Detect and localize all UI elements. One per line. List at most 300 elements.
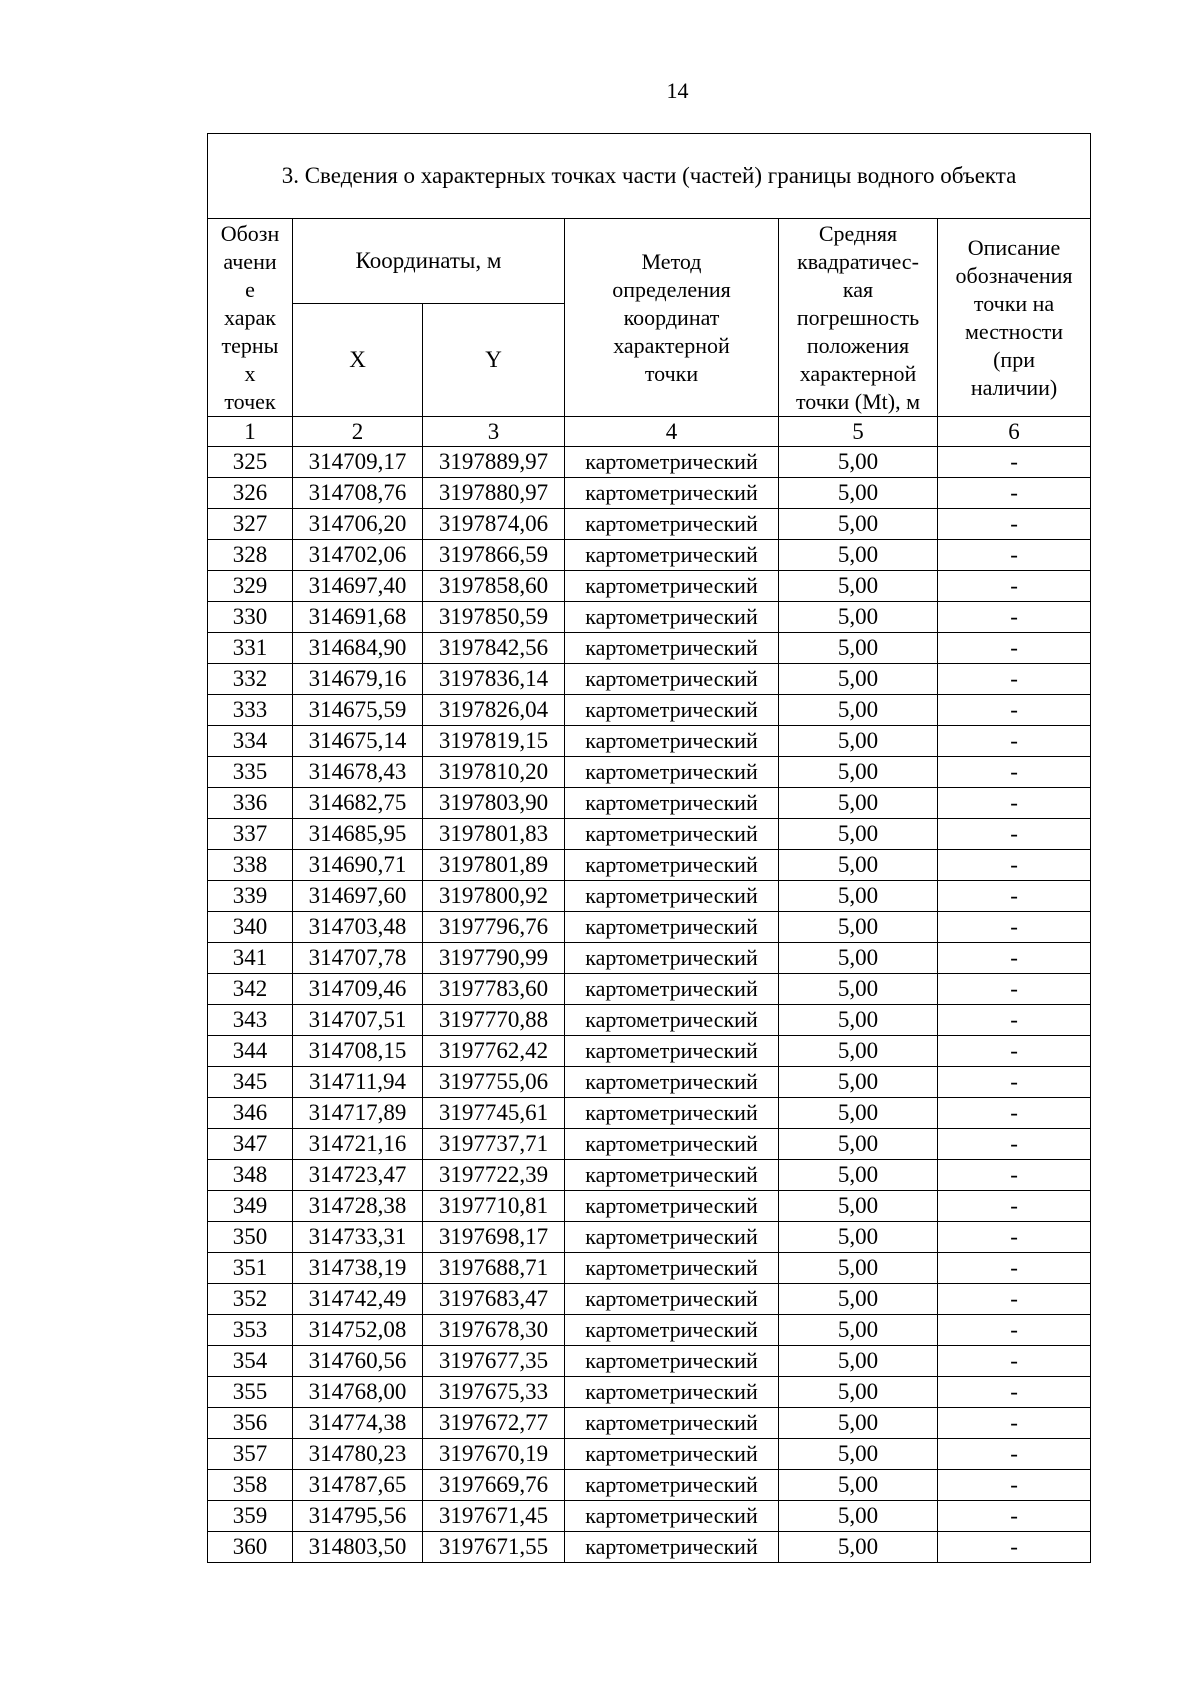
description-cell: - bbox=[938, 1222, 1091, 1253]
error-cell: 5,00 bbox=[779, 1284, 938, 1315]
method-cell: картометрический bbox=[565, 788, 779, 819]
method-cell: картометрический bbox=[565, 509, 779, 540]
x-coordinate-cell: 314787,65 bbox=[293, 1470, 423, 1501]
method-cell: картометрический bbox=[565, 695, 779, 726]
error-cell: 5,00 bbox=[779, 478, 938, 509]
description-cell: - bbox=[938, 633, 1091, 664]
point-number-cell: 350 bbox=[208, 1222, 293, 1253]
x-coordinate-cell: 314685,95 bbox=[293, 819, 423, 850]
table-row bbox=[208, 1036, 1091, 1067]
table-row bbox=[208, 1222, 1091, 1253]
x-coordinate-cell: 314690,71 bbox=[293, 850, 423, 881]
table-body bbox=[208, 447, 1091, 1563]
y-coordinate-cell: 3197866,59 bbox=[423, 540, 565, 571]
header-method bbox=[565, 219, 779, 417]
x-coordinate-cell: 314708,15 bbox=[293, 1036, 423, 1067]
error-cell: 5,00 bbox=[779, 1470, 938, 1501]
point-number-cell: 334 bbox=[208, 726, 293, 757]
header-y: Y bbox=[423, 304, 565, 417]
x-coordinate-cell: 314780,23 bbox=[293, 1439, 423, 1470]
error-cell: 5,00 bbox=[779, 943, 938, 974]
table-row bbox=[208, 1129, 1091, 1160]
table-row bbox=[208, 943, 1091, 974]
y-coordinate-cell: 3197745,61 bbox=[423, 1098, 565, 1129]
error-cell: 5,00 bbox=[779, 881, 938, 912]
x-coordinate-cell: 314703,48 bbox=[293, 912, 423, 943]
y-coordinate-cell: 3197672,77 bbox=[423, 1408, 565, 1439]
description-cell: - bbox=[938, 757, 1091, 788]
table-row bbox=[208, 509, 1091, 540]
method-cell: картометрический bbox=[565, 602, 779, 633]
x-coordinate-cell: 314760,56 bbox=[293, 1346, 423, 1377]
method-cell: картометрический bbox=[565, 1346, 779, 1377]
description-cell: - bbox=[938, 1408, 1091, 1439]
column-number: 6 bbox=[938, 417, 1091, 447]
column-numbers-row bbox=[208, 417, 1091, 447]
error-cell: 5,00 bbox=[779, 509, 938, 540]
y-coordinate-cell: 3197858,60 bbox=[423, 571, 565, 602]
description-cell: - bbox=[938, 881, 1091, 912]
description-cell: - bbox=[938, 1346, 1091, 1377]
point-number-cell: 359 bbox=[208, 1501, 293, 1532]
method-cell: картометрический bbox=[565, 478, 779, 509]
y-coordinate-cell: 3197826,04 bbox=[423, 695, 565, 726]
description-cell: - bbox=[938, 1377, 1091, 1408]
x-coordinate-cell: 314709,46 bbox=[293, 974, 423, 1005]
x-coordinate-cell: 314684,90 bbox=[293, 633, 423, 664]
error-cell: 5,00 bbox=[779, 1532, 938, 1563]
table-row bbox=[208, 1346, 1091, 1377]
x-coordinate-cell: 314707,78 bbox=[293, 943, 423, 974]
table-row bbox=[208, 571, 1091, 602]
table-row bbox=[208, 1501, 1091, 1532]
point-number-cell: 329 bbox=[208, 571, 293, 602]
method-cell: картометрический bbox=[565, 1315, 779, 1346]
x-coordinate-cell: 314711,94 bbox=[293, 1067, 423, 1098]
table-row bbox=[208, 788, 1091, 819]
y-coordinate-cell: 3197810,20 bbox=[423, 757, 565, 788]
x-coordinate-cell: 314738,19 bbox=[293, 1253, 423, 1284]
x-coordinate-cell: 314691,68 bbox=[293, 602, 423, 633]
header-line: точек bbox=[224, 388, 276, 414]
header-line: х bbox=[244, 360, 256, 386]
table-row bbox=[208, 881, 1091, 912]
y-coordinate-cell: 3197698,17 bbox=[423, 1222, 565, 1253]
method-cell: картометрический bbox=[565, 912, 779, 943]
table-row bbox=[208, 633, 1091, 664]
error-cell: 5,00 bbox=[779, 1501, 938, 1532]
point-number-cell: 349 bbox=[208, 1191, 293, 1222]
x-coordinate-cell: 314675,14 bbox=[293, 726, 423, 757]
point-number-cell: 342 bbox=[208, 974, 293, 1005]
table-title-row bbox=[208, 134, 1091, 219]
table-row bbox=[208, 1005, 1091, 1036]
error-cell: 5,00 bbox=[779, 912, 938, 943]
x-coordinate-cell: 314697,40 bbox=[293, 571, 423, 602]
description-cell: - bbox=[938, 447, 1091, 478]
y-coordinate-cell: 3197850,59 bbox=[423, 602, 565, 633]
error-cell: 5,00 bbox=[779, 1408, 938, 1439]
method-cell: картометрический bbox=[565, 1129, 779, 1160]
error-cell: 5,00 bbox=[779, 1253, 938, 1284]
description-cell: - bbox=[938, 1253, 1091, 1284]
description-cell: - bbox=[938, 1284, 1091, 1315]
error-cell: 5,00 bbox=[779, 633, 938, 664]
error-cell: 5,00 bbox=[779, 1315, 938, 1346]
point-number-cell: 358 bbox=[208, 1470, 293, 1501]
method-cell: картометрический bbox=[565, 664, 779, 695]
x-coordinate-cell: 314742,49 bbox=[293, 1284, 423, 1315]
error-cell: 5,00 bbox=[779, 1160, 938, 1191]
y-coordinate-cell: 3197803,90 bbox=[423, 788, 565, 819]
column-number: 5 bbox=[779, 417, 938, 447]
error-cell: 5,00 bbox=[779, 540, 938, 571]
method-cell: картометрический bbox=[565, 1005, 779, 1036]
y-coordinate-cell: 3197678,30 bbox=[423, 1315, 565, 1346]
method-cell: картометрический bbox=[565, 447, 779, 478]
table-row bbox=[208, 1284, 1091, 1315]
header-line: ачени bbox=[223, 248, 277, 274]
description-cell: - bbox=[938, 1129, 1091, 1160]
y-coordinate-cell: 3197819,15 bbox=[423, 726, 565, 757]
method-cell: картометрический bbox=[565, 633, 779, 664]
method-cell: картометрический bbox=[565, 757, 779, 788]
table-row bbox=[208, 540, 1091, 571]
description-cell: - bbox=[938, 1160, 1091, 1191]
error-cell: 5,00 bbox=[779, 1377, 938, 1408]
y-coordinate-cell: 3197836,14 bbox=[423, 664, 565, 695]
y-coordinate-cell: 3197677,35 bbox=[423, 1346, 565, 1377]
error-cell: 5,00 bbox=[779, 1439, 938, 1470]
header-line: Обозн bbox=[220, 220, 280, 246]
description-cell: - bbox=[938, 1315, 1091, 1346]
header-row-1 bbox=[208, 219, 1091, 304]
y-coordinate-cell: 3197801,89 bbox=[423, 850, 565, 881]
x-coordinate-cell: 314733,31 bbox=[293, 1222, 423, 1253]
point-number-cell: 345 bbox=[208, 1067, 293, 1098]
y-coordinate-cell: 3197770,88 bbox=[423, 1005, 565, 1036]
header-line: терны bbox=[221, 332, 279, 358]
point-number-cell: 333 bbox=[208, 695, 293, 726]
description-cell: - bbox=[938, 1191, 1091, 1222]
table-row bbox=[208, 1532, 1091, 1563]
point-number-cell: 328 bbox=[208, 540, 293, 571]
y-coordinate-cell: 3197874,06 bbox=[423, 509, 565, 540]
column-number: 1 bbox=[208, 417, 293, 447]
y-coordinate-cell: 3197710,81 bbox=[423, 1191, 565, 1222]
description-cell: - bbox=[938, 974, 1091, 1005]
method-cell: картометрический bbox=[565, 1067, 779, 1098]
header-line: (при bbox=[993, 346, 1035, 372]
header-line: координат bbox=[623, 304, 720, 330]
y-coordinate-cell: 3197737,71 bbox=[423, 1129, 565, 1160]
table-row bbox=[208, 1315, 1091, 1346]
table-row bbox=[208, 1098, 1091, 1129]
y-coordinate-cell: 3197722,39 bbox=[423, 1160, 565, 1191]
y-coordinate-cell: 3197762,42 bbox=[423, 1036, 565, 1067]
x-coordinate-cell: 314708,76 bbox=[293, 478, 423, 509]
y-coordinate-cell: 3197688,71 bbox=[423, 1253, 565, 1284]
point-number-cell: 351 bbox=[208, 1253, 293, 1284]
error-cell: 5,00 bbox=[779, 1098, 938, 1129]
table-row bbox=[208, 974, 1091, 1005]
header-line: Метод bbox=[641, 248, 702, 274]
description-cell: - bbox=[938, 1501, 1091, 1532]
point-number-cell: 344 bbox=[208, 1036, 293, 1067]
point-number-cell: 332 bbox=[208, 664, 293, 695]
point-number-cell: 343 bbox=[208, 1005, 293, 1036]
column-number: 4 bbox=[565, 417, 779, 447]
table-row bbox=[208, 602, 1091, 633]
description-cell: - bbox=[938, 540, 1091, 571]
y-coordinate-cell: 3197675,33 bbox=[423, 1377, 565, 1408]
x-coordinate-cell: 314675,59 bbox=[293, 695, 423, 726]
method-cell: картометрический bbox=[565, 974, 779, 1005]
point-number-cell: 352 bbox=[208, 1284, 293, 1315]
method-cell: картометрический bbox=[565, 1036, 779, 1067]
header-designation bbox=[208, 219, 293, 417]
x-coordinate-cell: 314728,38 bbox=[293, 1191, 423, 1222]
header-line: определения bbox=[612, 276, 731, 302]
table-row bbox=[208, 912, 1091, 943]
point-number-cell: 338 bbox=[208, 850, 293, 881]
description-cell: - bbox=[938, 819, 1091, 850]
description-cell: - bbox=[938, 1532, 1091, 1563]
error-cell: 5,00 bbox=[779, 788, 938, 819]
x-coordinate-cell: 314774,38 bbox=[293, 1408, 423, 1439]
description-cell: - bbox=[938, 912, 1091, 943]
description-cell: - bbox=[938, 726, 1091, 757]
header-line: кая bbox=[842, 276, 874, 302]
x-coordinate-cell: 314768,00 bbox=[293, 1377, 423, 1408]
table-row bbox=[208, 1191, 1091, 1222]
table-row bbox=[208, 757, 1091, 788]
method-cell: картометрический bbox=[565, 1470, 779, 1501]
header-line: характерной bbox=[613, 332, 730, 358]
point-number-cell: 346 bbox=[208, 1098, 293, 1129]
y-coordinate-cell: 3197796,76 bbox=[423, 912, 565, 943]
method-cell: картометрический bbox=[565, 1377, 779, 1408]
description-cell: - bbox=[938, 850, 1091, 881]
point-number-cell: 348 bbox=[208, 1160, 293, 1191]
page-number: 14 bbox=[666, 78, 689, 103]
y-coordinate-cell: 3197671,45 bbox=[423, 1501, 565, 1532]
error-cell: 5,00 bbox=[779, 819, 938, 850]
method-cell: картометрический bbox=[565, 1439, 779, 1470]
point-number-cell: 353 bbox=[208, 1315, 293, 1346]
description-cell: - bbox=[938, 1470, 1091, 1501]
error-cell: 5,00 bbox=[779, 664, 938, 695]
table-row bbox=[208, 695, 1091, 726]
table-row bbox=[208, 1439, 1091, 1470]
table-row bbox=[208, 726, 1091, 757]
error-cell: 5,00 bbox=[779, 695, 938, 726]
y-coordinate-cell: 3197842,56 bbox=[423, 633, 565, 664]
table-row bbox=[208, 1377, 1091, 1408]
table-row bbox=[208, 1067, 1091, 1098]
x-coordinate-cell: 314717,89 bbox=[293, 1098, 423, 1129]
x-coordinate-cell: 314697,60 bbox=[293, 881, 423, 912]
description-cell: - bbox=[938, 478, 1091, 509]
header-line: точки bbox=[644, 360, 699, 386]
x-coordinate-cell: 314709,17 bbox=[293, 447, 423, 478]
table-row bbox=[208, 1408, 1091, 1439]
header-line: квадратичес- bbox=[797, 248, 919, 274]
description-cell: - bbox=[938, 1067, 1091, 1098]
description-cell: - bbox=[938, 788, 1091, 819]
y-coordinate-cell: 3197670,19 bbox=[423, 1439, 565, 1470]
header-error bbox=[779, 219, 938, 417]
description-cell: - bbox=[938, 695, 1091, 726]
characteristic-points-table bbox=[207, 133, 1091, 1563]
table-row bbox=[208, 447, 1091, 478]
x-coordinate-cell: 314707,51 bbox=[293, 1005, 423, 1036]
description-cell: - bbox=[938, 602, 1091, 633]
y-coordinate-cell: 3197755,06 bbox=[423, 1067, 565, 1098]
table-title: 3. Сведения о характерных точках части (частей) границы водного объекта bbox=[208, 134, 1091, 219]
point-number-cell: 347 bbox=[208, 1129, 293, 1160]
method-cell: картометрический bbox=[565, 571, 779, 602]
header-line: Описание bbox=[967, 234, 1061, 260]
method-cell: картометрический bbox=[565, 1408, 779, 1439]
method-cell: картометрический bbox=[565, 1284, 779, 1315]
description-cell: - bbox=[938, 943, 1091, 974]
method-cell: картометрический bbox=[565, 1098, 779, 1129]
point-number-cell: 354 bbox=[208, 1346, 293, 1377]
error-cell: 5,00 bbox=[779, 1346, 938, 1377]
method-cell: картометрический bbox=[565, 850, 779, 881]
table-row bbox=[208, 1470, 1091, 1501]
x-coordinate-cell: 314702,06 bbox=[293, 540, 423, 571]
method-cell: картометрический bbox=[565, 881, 779, 912]
x-coordinate-cell: 314752,08 bbox=[293, 1315, 423, 1346]
error-cell: 5,00 bbox=[779, 974, 938, 1005]
column-number: 3 bbox=[423, 417, 565, 447]
x-coordinate-cell: 314678,43 bbox=[293, 757, 423, 788]
method-cell: картометрический bbox=[565, 540, 779, 571]
point-number-cell: 336 bbox=[208, 788, 293, 819]
point-number-cell: 360 bbox=[208, 1532, 293, 1563]
point-number-cell: 337 bbox=[208, 819, 293, 850]
error-cell: 5,00 bbox=[779, 1005, 938, 1036]
y-coordinate-cell: 3197790,99 bbox=[423, 943, 565, 974]
point-number-cell: 357 bbox=[208, 1439, 293, 1470]
method-cell: картометрический bbox=[565, 943, 779, 974]
method-cell: картометрический bbox=[565, 819, 779, 850]
method-cell: картометрический bbox=[565, 1222, 779, 1253]
header-line: е bbox=[245, 276, 255, 302]
error-cell: 5,00 bbox=[779, 1067, 938, 1098]
header-x: X bbox=[293, 304, 423, 417]
header-line: местности bbox=[964, 318, 1064, 344]
error-cell: 5,00 bbox=[779, 1129, 938, 1160]
description-cell: - bbox=[938, 1439, 1091, 1470]
x-coordinate-cell: 314721,16 bbox=[293, 1129, 423, 1160]
x-coordinate-cell: 314803,50 bbox=[293, 1532, 423, 1563]
x-coordinate-cell: 314706,20 bbox=[293, 509, 423, 540]
header-coordinates: Координаты, м bbox=[293, 219, 565, 304]
error-cell: 5,00 bbox=[779, 602, 938, 633]
column-number: 2 bbox=[293, 417, 423, 447]
table-row bbox=[208, 850, 1091, 881]
header-error-lines bbox=[779, 220, 937, 416]
description-cell: - bbox=[938, 1036, 1091, 1067]
y-coordinate-cell: 3197889,97 bbox=[423, 447, 565, 478]
error-cell: 5,00 bbox=[779, 1191, 938, 1222]
y-coordinate-cell: 3197683,47 bbox=[423, 1284, 565, 1315]
error-cell: 5,00 bbox=[779, 726, 938, 757]
method-cell: картометрический bbox=[565, 1191, 779, 1222]
method-cell: картометрический bbox=[565, 1501, 779, 1532]
table-row bbox=[208, 1160, 1091, 1191]
point-number-cell: 341 bbox=[208, 943, 293, 974]
table-row bbox=[208, 664, 1091, 695]
point-number-cell: 325 bbox=[208, 447, 293, 478]
header-line: характерной bbox=[799, 360, 917, 386]
method-cell: картометрический bbox=[565, 1160, 779, 1191]
point-number-cell: 335 bbox=[208, 757, 293, 788]
description-cell: - bbox=[938, 664, 1091, 695]
x-coordinate-cell: 314795,56 bbox=[293, 1501, 423, 1532]
point-number-cell: 355 bbox=[208, 1377, 293, 1408]
error-cell: 5,00 bbox=[779, 850, 938, 881]
table-row bbox=[208, 1253, 1091, 1284]
table-row bbox=[208, 819, 1091, 850]
y-coordinate-cell: 3197783,60 bbox=[423, 974, 565, 1005]
x-coordinate-cell: 314723,47 bbox=[293, 1160, 423, 1191]
header-line: погрешность bbox=[796, 304, 920, 330]
y-coordinate-cell: 3197669,76 bbox=[423, 1470, 565, 1501]
point-number-cell: 327 bbox=[208, 509, 293, 540]
header-line: наличии) bbox=[970, 374, 1058, 400]
method-cell: картометрический bbox=[565, 1532, 779, 1563]
header-method-lines bbox=[565, 248, 778, 388]
header-line: обозначения bbox=[955, 262, 1073, 288]
description-cell: - bbox=[938, 1005, 1091, 1036]
header-line: харак bbox=[224, 304, 276, 330]
error-cell: 5,00 bbox=[779, 447, 938, 478]
y-coordinate-cell: 3197800,92 bbox=[423, 881, 565, 912]
y-coordinate-cell: 3197801,83 bbox=[423, 819, 565, 850]
y-coordinate-cell: 3197671,55 bbox=[423, 1532, 565, 1563]
error-cell: 5,00 bbox=[779, 757, 938, 788]
point-number-cell: 331 bbox=[208, 633, 293, 664]
method-cell: картометрический bbox=[565, 726, 779, 757]
x-coordinate-cell: 314682,75 bbox=[293, 788, 423, 819]
x-coordinate-cell: 314679,16 bbox=[293, 664, 423, 695]
header-designation-lines bbox=[208, 220, 292, 416]
header-line: точки на bbox=[973, 290, 1055, 316]
table-row bbox=[208, 478, 1091, 509]
header-line: положения bbox=[806, 332, 910, 358]
error-cell: 5,00 bbox=[779, 1036, 938, 1067]
header-description-lines bbox=[938, 234, 1090, 402]
point-number-cell: 339 bbox=[208, 881, 293, 912]
header-line: Средняя bbox=[818, 220, 898, 246]
point-number-cell: 326 bbox=[208, 478, 293, 509]
header-description bbox=[938, 219, 1091, 417]
header-line: точки (Mt), м bbox=[795, 388, 921, 414]
point-number-cell: 356 bbox=[208, 1408, 293, 1439]
description-cell: - bbox=[938, 571, 1091, 602]
point-number-cell: 340 bbox=[208, 912, 293, 943]
point-number-cell: 330 bbox=[208, 602, 293, 633]
error-cell: 5,00 bbox=[779, 571, 938, 602]
description-cell: - bbox=[938, 1098, 1091, 1129]
y-coordinate-cell: 3197880,97 bbox=[423, 478, 565, 509]
description-cell: - bbox=[938, 509, 1091, 540]
method-cell: картометрический bbox=[565, 1253, 779, 1284]
